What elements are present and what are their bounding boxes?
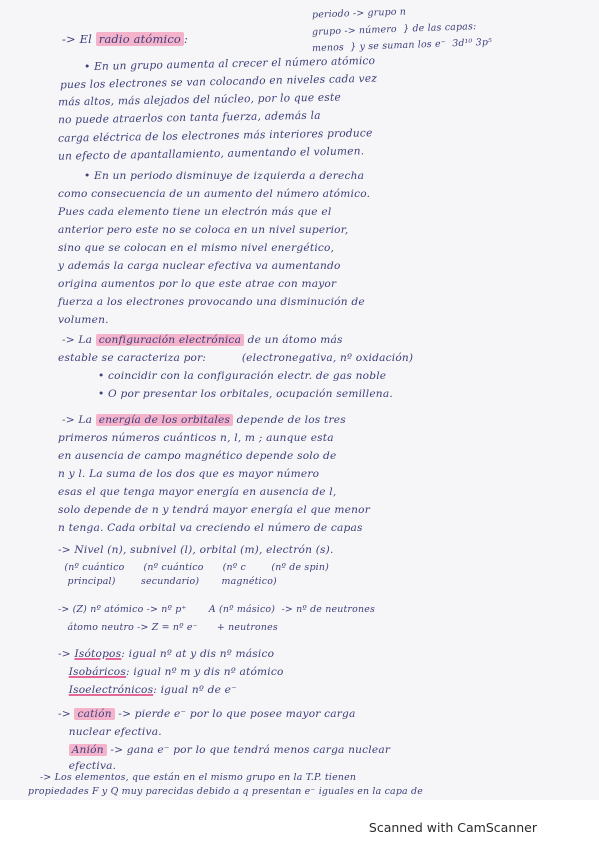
- line-text: ->: [58, 708, 75, 720]
- note-line: [58, 352, 413, 364]
- line-text-after: :: [183, 32, 189, 46]
- line-text: grupo -> número } de las capas:: [311, 21, 477, 38]
- line-text: periodo -> grupo n: [311, 6, 407, 21]
- line-text: • O por presentar los orbitales, ocupación semillena.: [98, 388, 393, 400]
- line-text: [58, 744, 69, 756]
- note-line: [40, 772, 356, 783]
- note-line: [98, 370, 386, 382]
- line-text: ->: [58, 648, 75, 660]
- line-text: solo depende de n y tendrá mayor energía el que menor: [58, 504, 371, 516]
- section-heading: [62, 32, 188, 46]
- highlight-term: energía de los orbitales: [96, 414, 233, 426]
- note-line: [58, 188, 370, 200]
- line-text: volumen.: [58, 314, 109, 326]
- line-text: -> La: [62, 334, 96, 346]
- line-text: un efecto de apantallamiento, aumentando el volumen.: [57, 145, 365, 163]
- section-heading: [58, 648, 274, 660]
- note-line: [98, 388, 393, 400]
- underlined-term: Isobáricos: [68, 666, 126, 678]
- note-line: [58, 278, 336, 290]
- section-heading: [62, 334, 343, 346]
- note-line: [60, 73, 377, 92]
- line-text: efectiva.: [58, 760, 117, 772]
- note-line: [84, 170, 364, 182]
- line-text: • En un periodo disminuye de izquierda a derecha: [84, 170, 365, 182]
- line-text-after: : igual nº de e⁻: [153, 684, 237, 696]
- line-text: carga eléctrica de los electrones más interiores produce: [57, 127, 373, 145]
- line-text: (nº cuántico (nº cuántico (nº c (nº de spin): [58, 562, 329, 573]
- line-text-after: : igual nº m y dis nº atómico: [126, 666, 284, 678]
- note-line: [58, 666, 284, 678]
- note-line: [58, 576, 277, 587]
- scanner-watermark: Scanned with CamScanner: [368, 820, 537, 835]
- line-text: menos } y se suman los e⁻ 3d¹⁰ 3p⁵: [311, 36, 493, 55]
- note-line: [58, 562, 329, 573]
- section-heading: [58, 708, 356, 720]
- line-text-after: -> gana e⁻ por lo que tendrá menos carga nuclear: [106, 744, 391, 756]
- line-text: pues los electrones se van colocando en niveles cada vez: [59, 72, 378, 92]
- note-line: [58, 296, 365, 308]
- line-text: -> El: [62, 32, 96, 46]
- note-line: [312, 37, 492, 54]
- note-line: [84, 55, 375, 73]
- line-text: primeros números cuánticos n, l, m ; aunque esta: [58, 432, 334, 444]
- note-line: [58, 544, 334, 556]
- line-text: propiedades F y Q muy parecidas debido a q presentan e⁻ iguales en la capa de: [28, 786, 423, 797]
- note-line: [58, 206, 331, 218]
- section-heading: [62, 414, 346, 426]
- line-text: no puede atraerlos con tanta fuerza, además la: [57, 109, 321, 127]
- highlight-term: configuración electrónica: [96, 334, 244, 346]
- line-text: átomo neutro -> Z = nº e⁻ + neutrones: [58, 622, 278, 633]
- line-text: en ausencia de campo magnético depende solo de: [58, 450, 337, 462]
- scanner-footer: [0, 800, 599, 848]
- note-line: [312, 6, 406, 20]
- note-line: [58, 242, 334, 254]
- line-text: estable se caracteriza por: (electronegativa, nº oxidación): [58, 352, 414, 364]
- note-line: [58, 744, 390, 756]
- highlight-term: radio atómico: [96, 32, 184, 46]
- line-text: n y l. La suma de los dos que es mayor número: [58, 468, 320, 480]
- line-text: más altos, más alejados del núcleo, por lo que este: [57, 91, 342, 109]
- note-line: [58, 468, 319, 480]
- note-line: [58, 110, 321, 127]
- line-text: -> Nivel (n), subnivel (l), orbital (m), electrón (s).: [58, 544, 334, 556]
- line-text-after: : igual nº at y dis nº másico: [121, 648, 275, 660]
- line-text-after: depende de los tres: [233, 414, 346, 426]
- line-text: esas el que tenga mayor energía en ausencia de l,: [58, 486, 337, 498]
- line-text: Pues cada elemento tiene un electrón más que el: [58, 206, 332, 218]
- line-text-after: -> pierde e⁻ por lo que posee mayor carga: [114, 708, 356, 720]
- highlight-term: Anión: [69, 744, 107, 756]
- highlight-term: catión: [74, 708, 114, 720]
- line-text: -> La: [62, 414, 96, 426]
- line-text-after: de un átomo más: [244, 334, 343, 346]
- line-text: sino que se colocan en el mismo nivel energético,: [58, 242, 335, 254]
- note-line: [312, 21, 477, 38]
- note-line: [58, 260, 341, 272]
- note-line: [58, 684, 237, 696]
- line-text: origina aumentos por lo que este atrae con mayor: [58, 278, 337, 290]
- note-line: [58, 760, 116, 772]
- note-line: [58, 604, 375, 615]
- note-line: [58, 224, 348, 236]
- note-line: [58, 504, 370, 516]
- line-text: • En un grupo aumenta al crecer el número atómico: [83, 54, 376, 74]
- note-line: [58, 486, 336, 498]
- line-text: principal) secundario) magnético): [58, 576, 277, 587]
- line-text: como consecuencia de un aumento del número atómico.: [58, 188, 371, 200]
- note-line: [58, 92, 341, 109]
- note-line: [58, 450, 336, 462]
- underlined-term: Isoelectrónicos: [68, 684, 154, 696]
- note-line: [58, 522, 363, 534]
- line-text: -> Los elementos, que están en el mismo grupo en la T.P. tienen: [40, 772, 357, 783]
- line-text: fuerza a los electrones provocando una disminución de: [58, 296, 365, 308]
- note-line: [58, 314, 109, 326]
- line-text: [58, 684, 69, 696]
- note-line: [58, 622, 278, 633]
- line-text: y además la carga nuclear efectiva va aumentando: [58, 260, 341, 272]
- underlined-term: Isótopos: [74, 648, 122, 660]
- line-text: • coincidir con la configuración electr. de gas noble: [98, 370, 387, 382]
- line-text: -> (Z) nº atómico -> nº p⁺ A (nº másico) -> nº de neutrones: [58, 604, 375, 615]
- note-line: [28, 786, 423, 797]
- line-text: n tenga. Cada orbital va creciendo el número de capas: [58, 522, 363, 534]
- line-text: anterior pero este no se coloca en un nivel superior,: [58, 224, 349, 236]
- note-line: [58, 145, 364, 162]
- note-line: [58, 127, 373, 144]
- line-text: [58, 666, 69, 678]
- note-line: [58, 432, 334, 444]
- note-line: [58, 726, 162, 738]
- line-text: nuclear efectiva.: [58, 726, 162, 738]
